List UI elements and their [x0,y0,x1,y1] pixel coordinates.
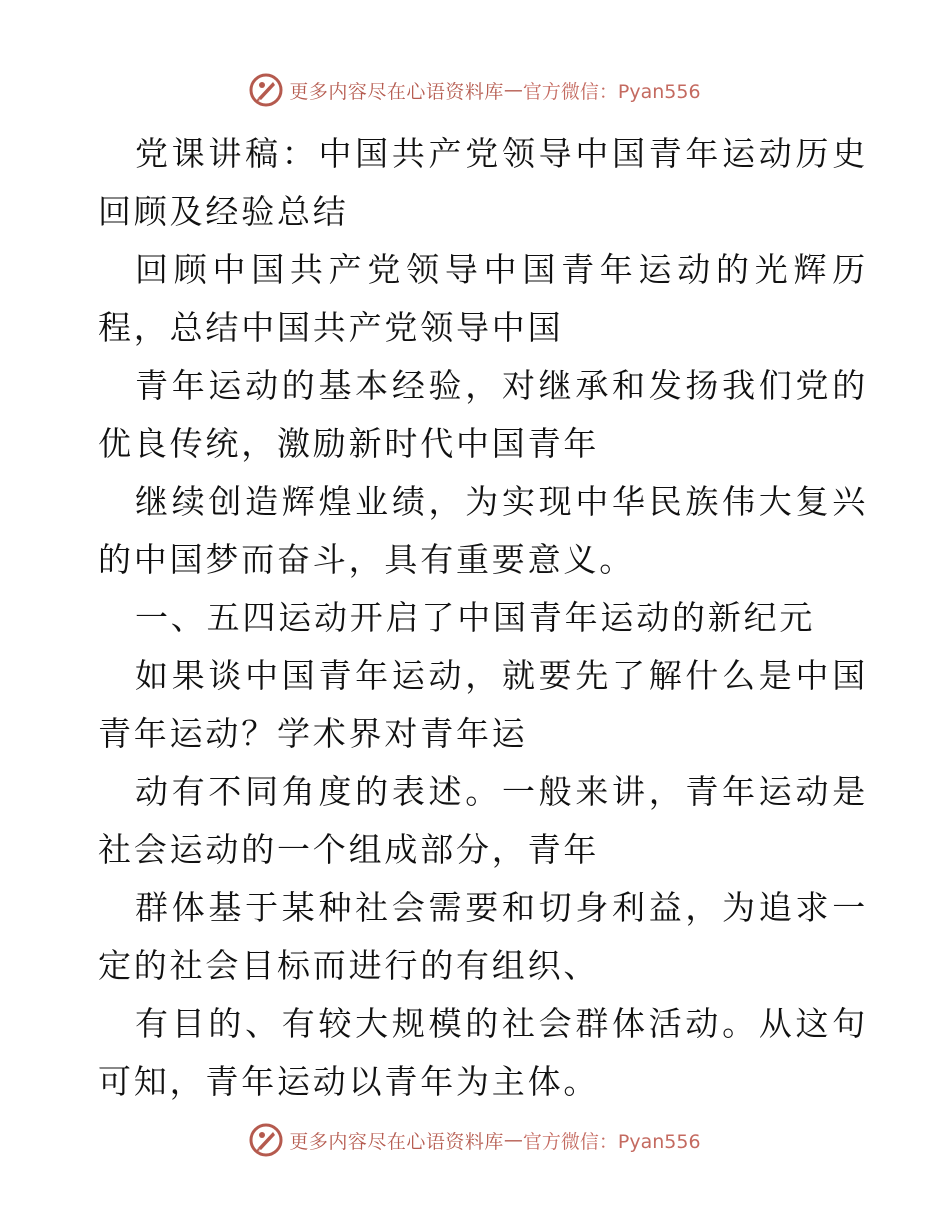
paragraph: 群体基于某种社会需要和切身利益，为追求一定的社会目标而进行的有组织、 [98,888,868,985]
quill-logo-icon [249,1123,283,1157]
watermark-contact: 官方微信：Pyan556 [522,80,701,103]
paragraph: 如果谈中国青年运动，就要先了解什么是中国青年运动？学术界对青年运 [98,656,868,753]
watermark-text: 更多内容尽在心语资料库 [289,1130,504,1153]
paragraph: 动有不同角度的表述。一般来讲，青年运动是社会运动的一个组成部分，青年 [98,772,868,869]
document-body [98,125,868,1111]
paragraph: 青年运动的基本经验，对继承和发扬我们党的优良传统，激励新时代中国青年 [98,366,868,463]
section-heading: 一、五四运动开启了中国青年运动的新纪元 [135,598,816,637]
header-watermark [0,70,950,110]
watermark-dash: — [503,79,523,101]
paragraph: 继续创造辉煌业绩，为实现中华民族伟大复兴的中国梦而奋斗，具有重要意义。 [98,482,868,579]
watermark-contact: 官方微信：Pyan556 [522,1130,701,1153]
quill-logo-icon [249,73,283,107]
footer-watermark [0,1120,950,1160]
watermark-dash: — [503,1129,523,1151]
paragraph: 回顾中国共产党领导中国青年运动的光辉历程，总结中国共产党领导中国 [98,250,868,347]
document-title: 党课讲稿：中国共产党领导中国青年运动历史回顾及经验总结 [98,134,868,231]
paragraph: 有目的、有较大规模的社会群体活动。从这句可知，青年运动以青年为主体。 [98,1004,868,1101]
watermark-text: 更多内容尽在心语资料库 [289,80,504,103]
